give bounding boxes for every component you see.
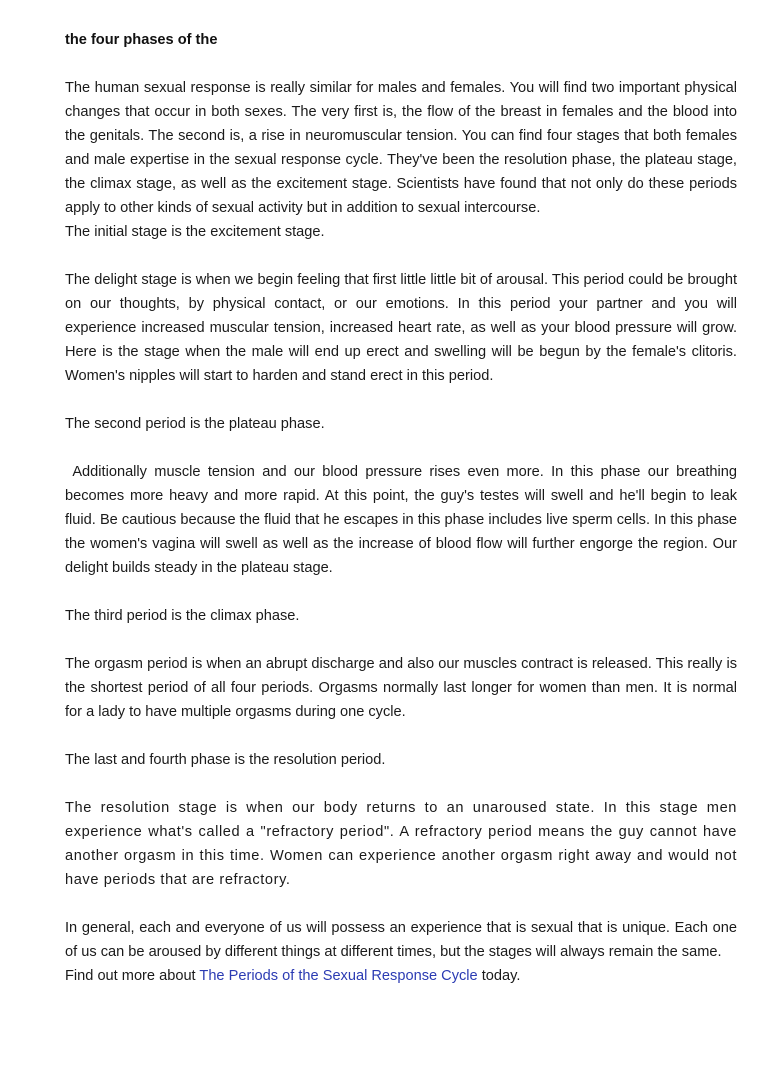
closing-prefix: Find out more about	[65, 968, 200, 984]
paragraph-resolution: The resolution stage is when our body returns to an unaroused state. In this stage men experience what's called a "refractory period". A refractory period means the guy cannot have another orgasm in this time. Women can experience another orgasm right away and would not have periods that are refractory.	[65, 800, 737, 888]
document-title: the four phases of the	[65, 32, 218, 48]
closing-suffix: today.	[477, 968, 521, 984]
paragraph-plateau-heading: The second period is the plateau phase.	[65, 416, 325, 432]
paragraph-plateau: Additionally muscle tension and our blood pressure rises even more. In this phase our breathing becomes more heavy and more rapid. At this point, the guy's testes will swell and he'll begin to leak fluid. Be cautious because the fluid that he escapes in this phase includes live sperm cells. In this phase the women's vagina will swell as well as the increase of blood flow will further engorge the region. Our delight builds steady in the plateau stage.	[65, 464, 742, 576]
paragraph-excitement-heading: The initial stage is the excitement stage.	[65, 224, 325, 240]
closing-line	[65, 964, 737, 988]
paragraph-intro: The human sexual response is really similar for males and females. You will find two important physical changes that occur in both sexes. The very first is, the flow of the breast in females and the blood into the genitals. The second is, a rise in neuromuscular tension. You can find four stages that both females and male expertise in the sexual response cycle. They've been the resolution phase, the plateau stage, the climax stage, as well as the excitement stage. Scientists have found that not only do these periods apply to other kinds of sexual activity but in addition to sexual intercourse.	[65, 80, 737, 216]
document-page	[65, 28, 742, 988]
paragraph-general: In general, each and everyone of us will possess an experience that is sexual that is unique. Each one of us can be aroused by different things at different times, but the stages will always remain the same.	[65, 920, 737, 960]
sexual-response-cycle-link[interactable]: The Periods of the Sexual Response Cycle	[199, 968, 478, 984]
paragraph-resolution-heading: The last and fourth phase is the resolution period.	[65, 752, 386, 768]
paragraph-excitement: The delight stage is when we begin feeling that first little little bit of arousal. This period could be brought on our thoughts, by physical contact, or our emotions. In this period your partner and you will experience increased muscular tension, increased heart rate, as well as your blood pressure will grow. Here is the stage when the male will end up erect and swelling will be begun by the female's clitoris. Women's nipples will start to harden and stand erect in this period.	[65, 272, 737, 384]
paragraph-climax-heading: The third period is the climax phase.	[65, 608, 300, 624]
paragraph-climax: The orgasm period is when an abrupt discharge and also our muscles contract is released. This really is the shortest period of all four periods. Orgasms normally last longer for women than men. It is normal for a lady to have multiple orgasms during one cycle.	[65, 656, 737, 720]
